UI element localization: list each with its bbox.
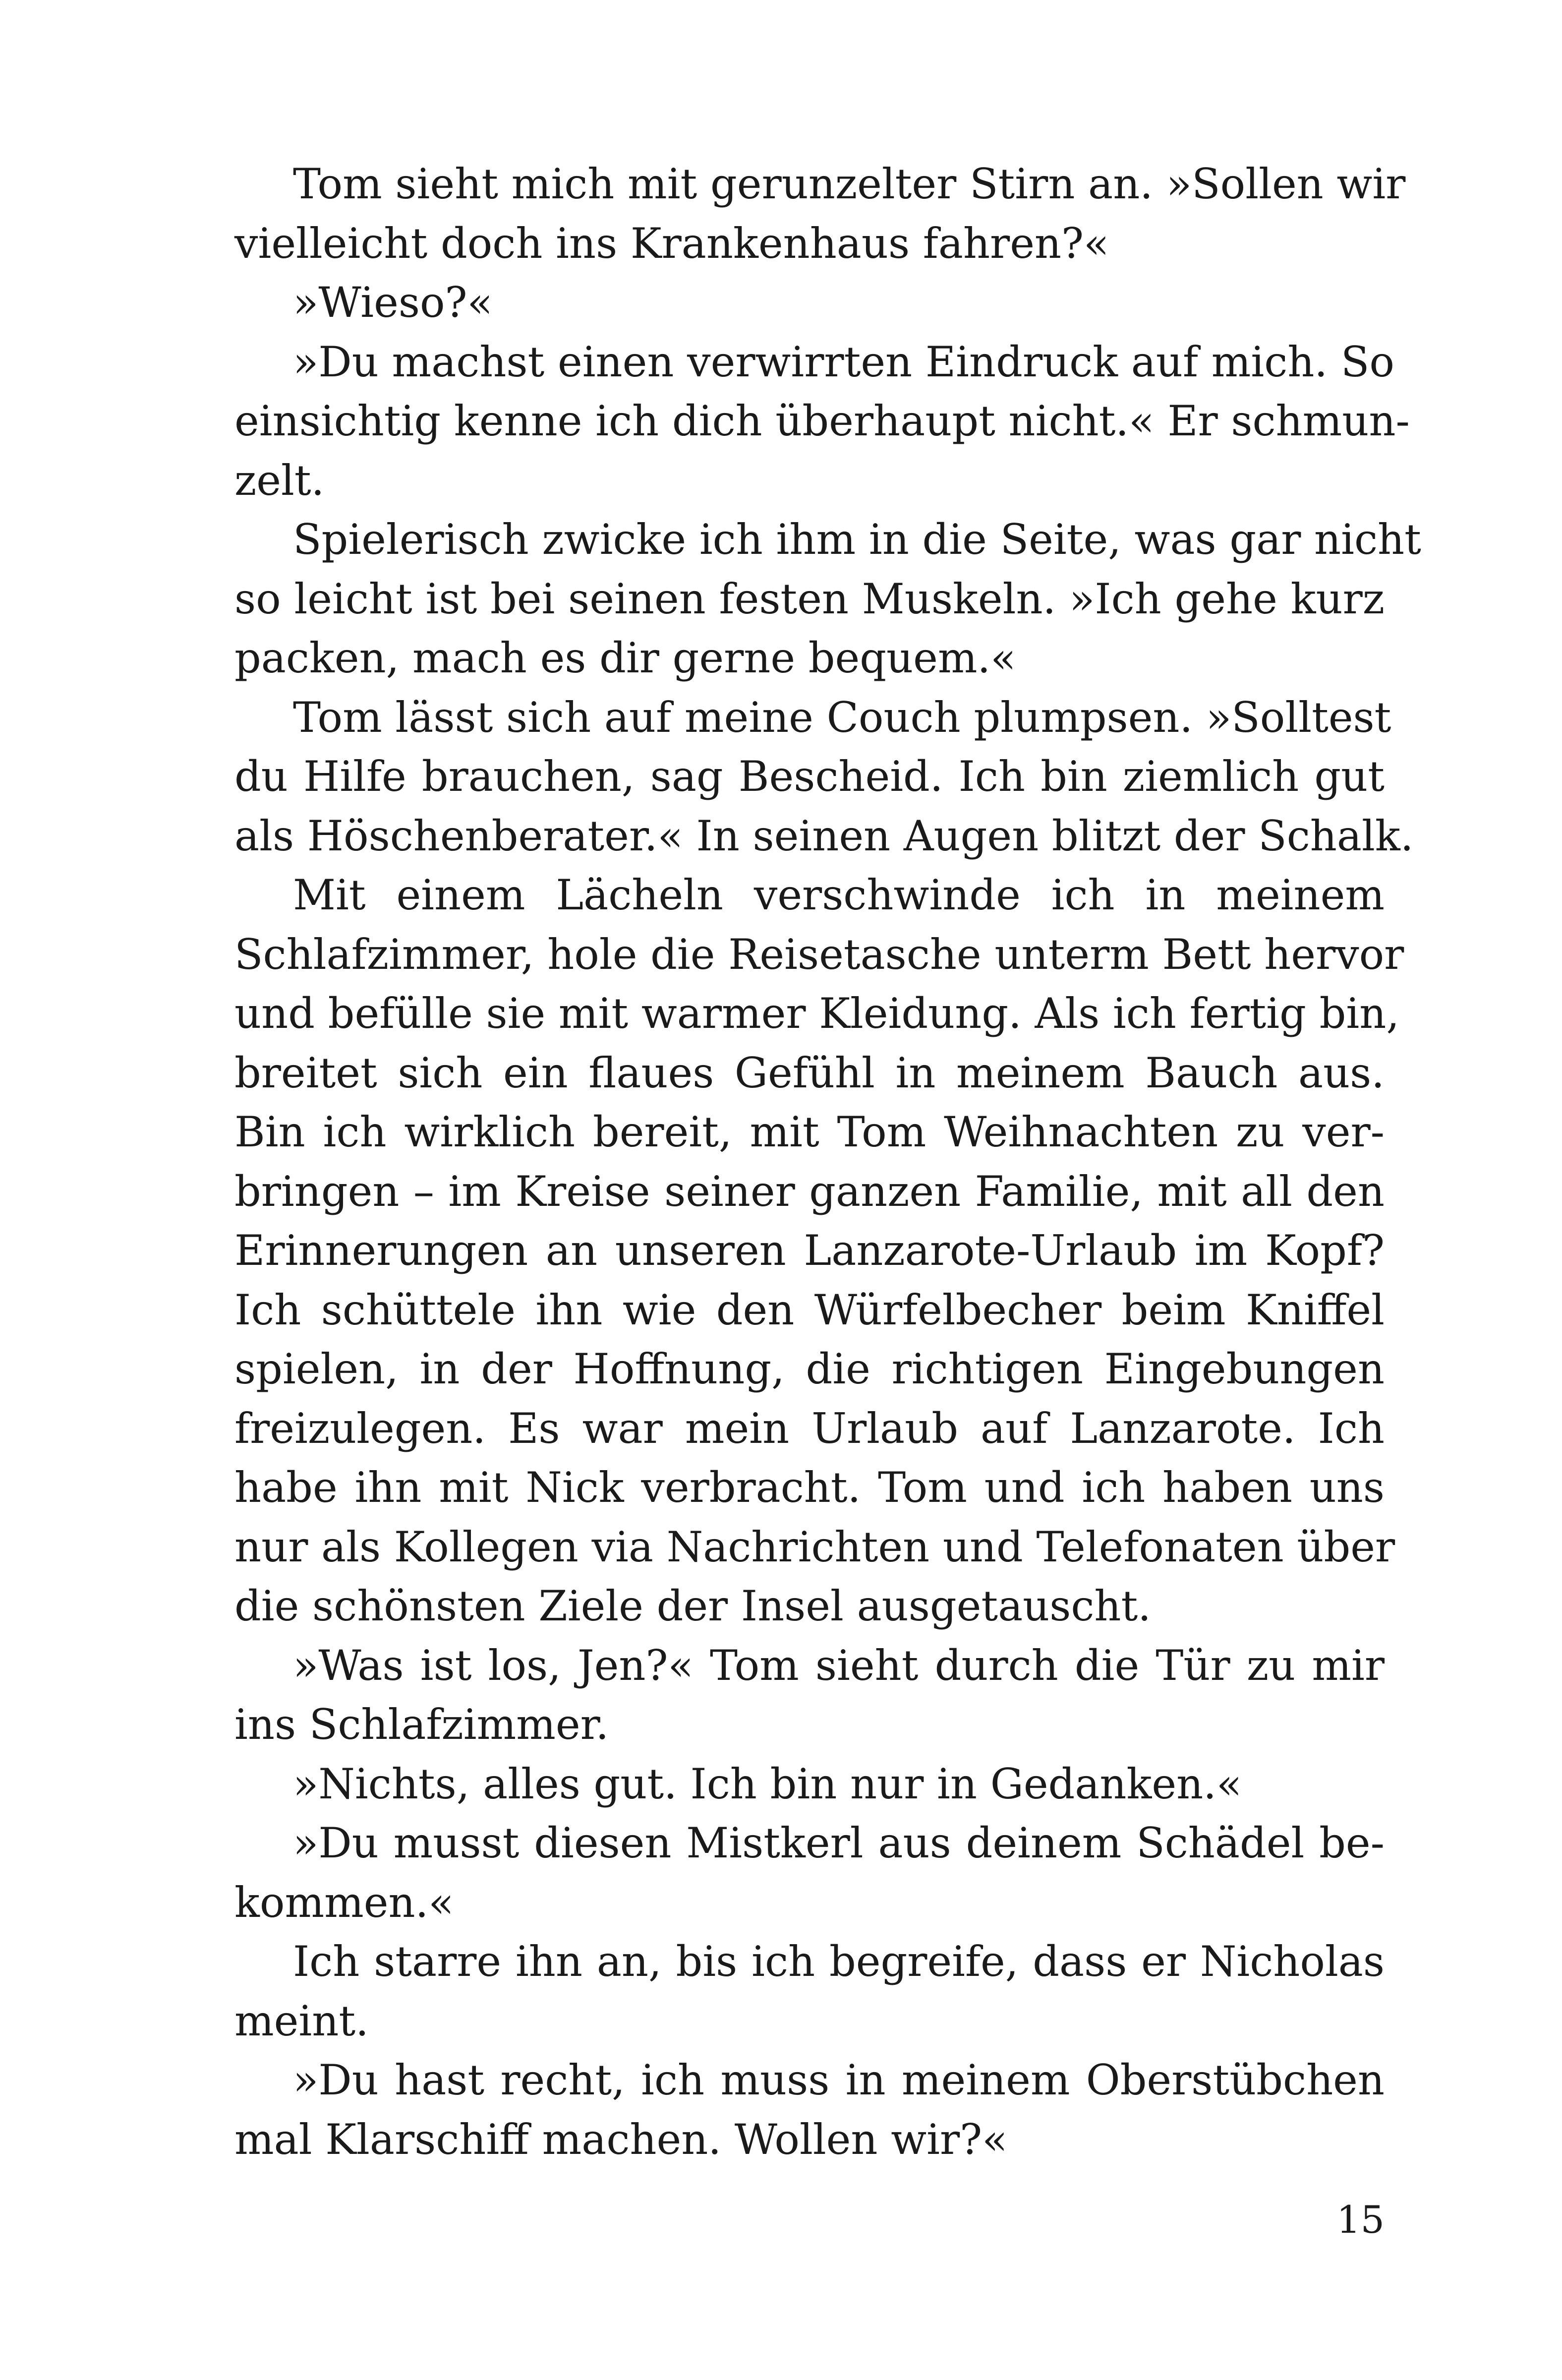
text-line: packen, mach es dir gerne bequem.« bbox=[234, 634, 1016, 682]
body-text bbox=[234, 155, 1421, 2169]
text-line: »Du hast recht, ich muss in meinem Oberstübchen bbox=[293, 2056, 1385, 2104]
text-line: Schlafzimmer, hole die Reisetasche unterm Bett hervor bbox=[234, 930, 1404, 979]
text-line: »Du musst diesen Mistkerl aus deinem Schädel be- bbox=[293, 1819, 1385, 1867]
text-line: als Höschenberater.« In seinen Augen blitzt der Schalk. bbox=[234, 811, 1414, 860]
text-line: Ich schüttele ihn wie den Würfelbecher beim Kniffel bbox=[234, 1285, 1385, 1334]
text-line: kommen.« bbox=[234, 1878, 454, 1927]
text-line: die schönsten Ziele der Insel ausgetauscht. bbox=[234, 1582, 1151, 1630]
text-line: Spielerisch zwicke ich ihm in die Seite, was gar nicht bbox=[293, 515, 1421, 564]
text-line: zelt. bbox=[234, 456, 325, 505]
text-line: Tom lässt sich auf meine Couch plumpsen. »Solltest bbox=[293, 693, 1391, 742]
text-line: »Wieso?« bbox=[293, 278, 493, 327]
text-line: mal Klarschiff machen. Wollen wir?« bbox=[234, 2115, 1008, 2164]
text-line: meint. bbox=[234, 1996, 369, 2045]
page-number: 15 bbox=[1336, 2198, 1385, 2242]
text-line: Erinnerungen an unseren Lanzarote-Urlaub im Kopf? bbox=[234, 1226, 1385, 1275]
text-line: Mit einem Lächeln verschwinde ich in meinem bbox=[293, 871, 1385, 919]
text-line: Tom sieht mich mit gerunzelter Stirn an. »Sollen wir bbox=[293, 160, 1406, 208]
text-line: und befülle sie mit warmer Kleidung. Als ich fertig bin, bbox=[234, 989, 1400, 1038]
text-line: vielleicht doch ins Krankenhaus fahren?« bbox=[234, 219, 1109, 268]
text-line: »Du machst einen verwirrten Eindruck auf mich. So bbox=[293, 337, 1394, 386]
text-line: ins Schlafzimmer. bbox=[234, 1700, 609, 1749]
text-line: einsichtig kenne ich dich überhaupt nicht.« Er schmun- bbox=[234, 397, 1410, 445]
text-line: freizulegen. Es war mein Urlaub auf Lanzarote. Ich bbox=[234, 1404, 1385, 1453]
text-line: habe ihn mit Nick verbracht. Tom und ich haben uns bbox=[234, 1463, 1385, 1512]
text-line: nur als Kollegen via Nachrichten und Telefonaten über bbox=[234, 1522, 1395, 1571]
text-line: breitet sich ein flaues Gefühl in meinem Bauch aus. bbox=[234, 1048, 1385, 1097]
text-line: Bin ich wirklich bereit, mit Tom Weihnachten zu ver- bbox=[234, 1108, 1385, 1156]
text-line: »Nichts, alles gut. Ich bin nur in Gedanken.« bbox=[293, 1759, 1242, 1808]
text-line: du Hilfe brauchen, sag Bescheid. Ich bin ziemlich gut bbox=[234, 752, 1385, 801]
text-line: so leicht ist bei seinen festen Muskeln. »Ich gehe kurz bbox=[234, 574, 1385, 623]
text-line: »Was ist los, Jen?« Tom sieht durch die Tür zu mir bbox=[293, 1641, 1385, 1690]
text-line: spielen, in der Hoffnung, die richtigen Eingebungen bbox=[234, 1345, 1385, 1393]
text-line: Ich starre ihn an, bis ich begreife, dass er Nicholas bbox=[293, 1937, 1385, 1986]
text-line: bringen – im Kreise seiner ganzen Familie, mit all den bbox=[234, 1167, 1385, 1216]
